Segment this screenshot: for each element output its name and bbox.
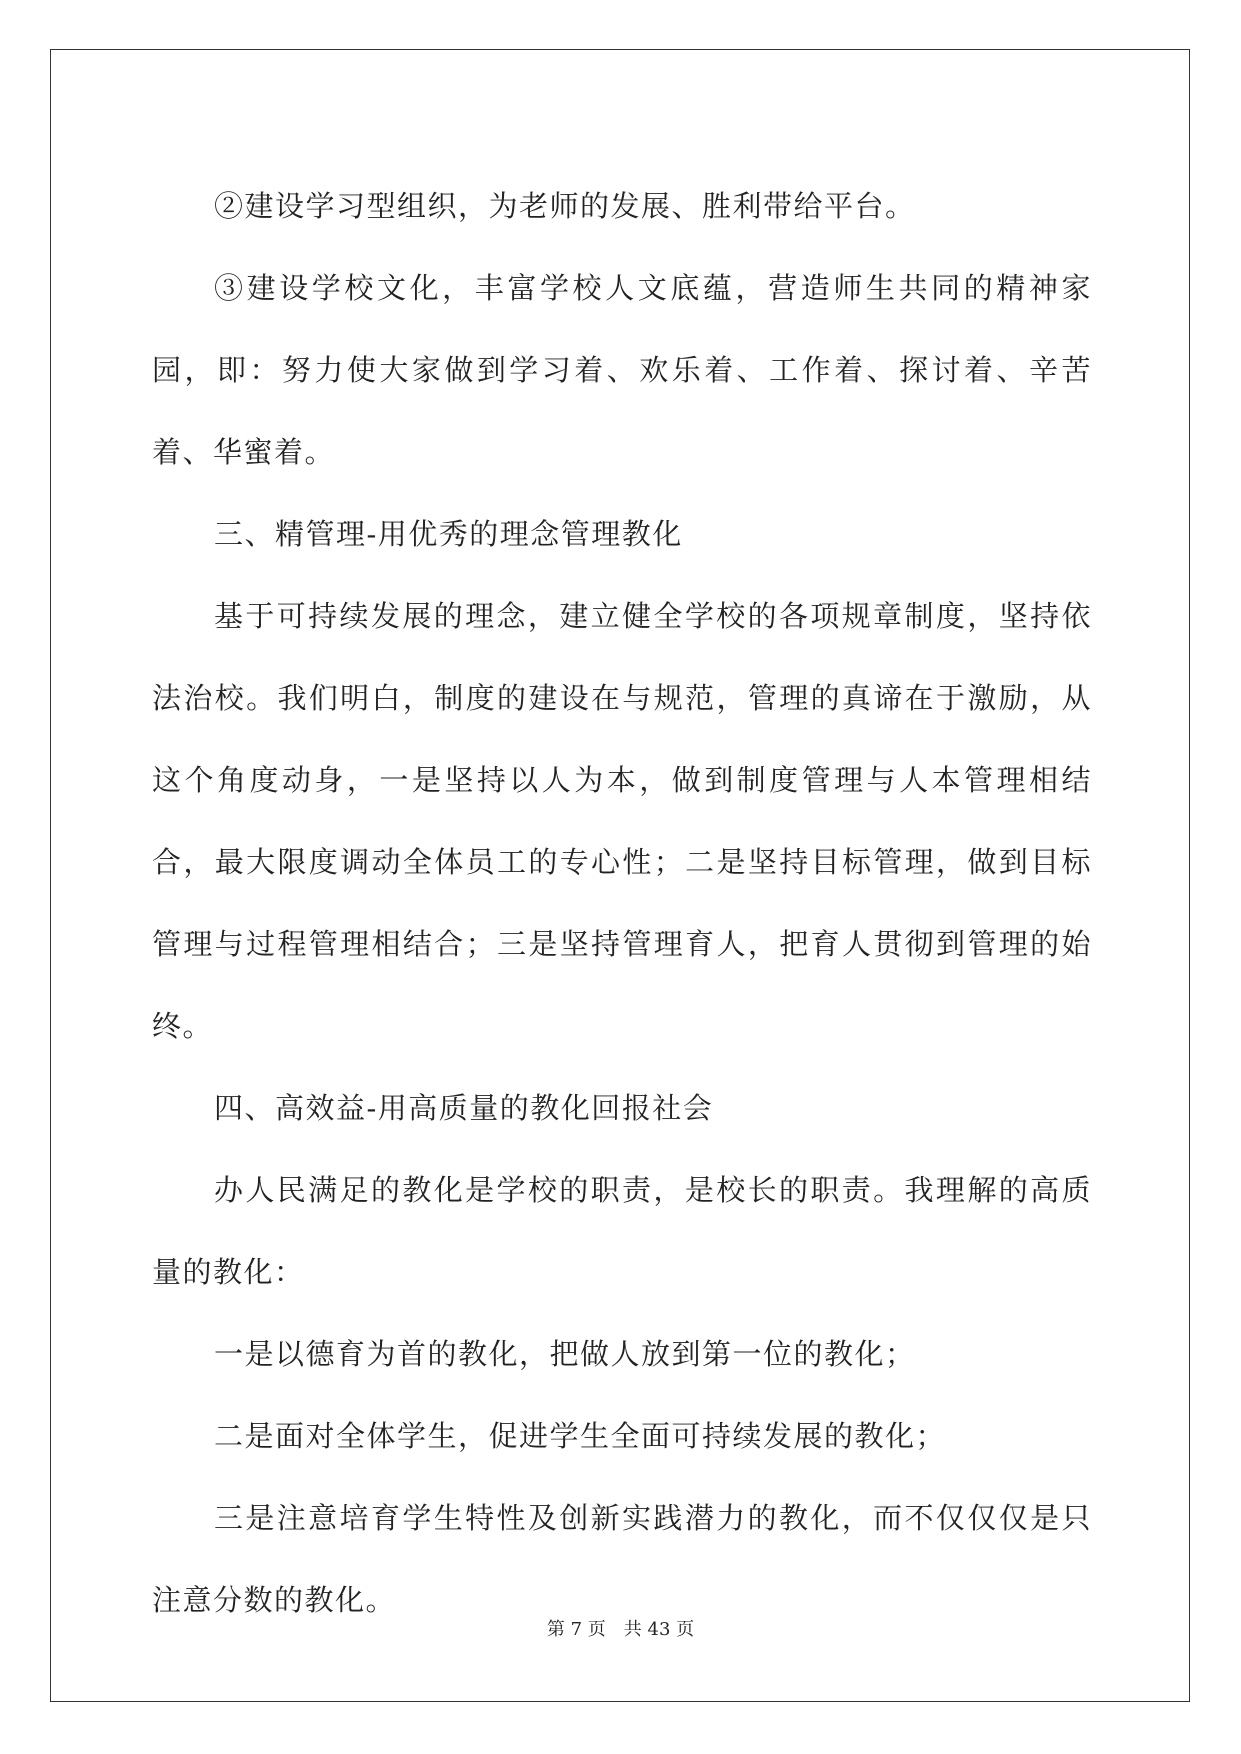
paragraph-point-2: 二是面对全体学生，促进学生全面可持续发展的教化； <box>214 1419 947 1453</box>
section-heading-3: 三、精管理-用优秀的理念管理教化 <box>214 517 683 551</box>
section-heading-4: 四、高效益-用高质量的教化回报社会 <box>214 1091 714 1125</box>
paragraph-management: 基于可持续发展的理念，建立健全学校的各项规章制度，坚持依法治校。我们明白，制度的建设在与规范，管理的真谛在于激励，从这个角度动身，一是坚持以人为本，做到制度管理与人本管理相结合，最大限度调动全体员工的专心性；二是坚持目标管理，做到目标管理与过程管理相结合；三是坚持管理育人，把育人贯彻到管理的始终。 <box>152 599 1092 1043</box>
paragraph-quality-intro: 办人民满足的教化是学校的职责，是校长的职责。我理解的高质量的教化： <box>152 1173 1092 1289</box>
document-body <box>152 165 1092 1641</box>
paragraph-point-1: 一是以德育为首的教化，把做人放到第一位的教化； <box>214 1337 916 1371</box>
paragraph-item-3: ③建设学校文化，丰富学校人文底蕴，营造师生共同的精神家园，即：努力使大家做到学习着、欢乐着、工作着、探讨着、辛苦着、华蜜着。 <box>152 271 1092 469</box>
page-number: 第 7 页 共 43 页 <box>546 1619 695 1640</box>
paragraph-item-2: ②建设学习型组织，为老师的发展、胜利带给平台。 <box>214 189 916 223</box>
paragraph-point-3: 三是注意培育学生特性及创新实践潜力的教化，而不仅仅仅是只注意分数的教化。 <box>152 1501 1092 1617</box>
